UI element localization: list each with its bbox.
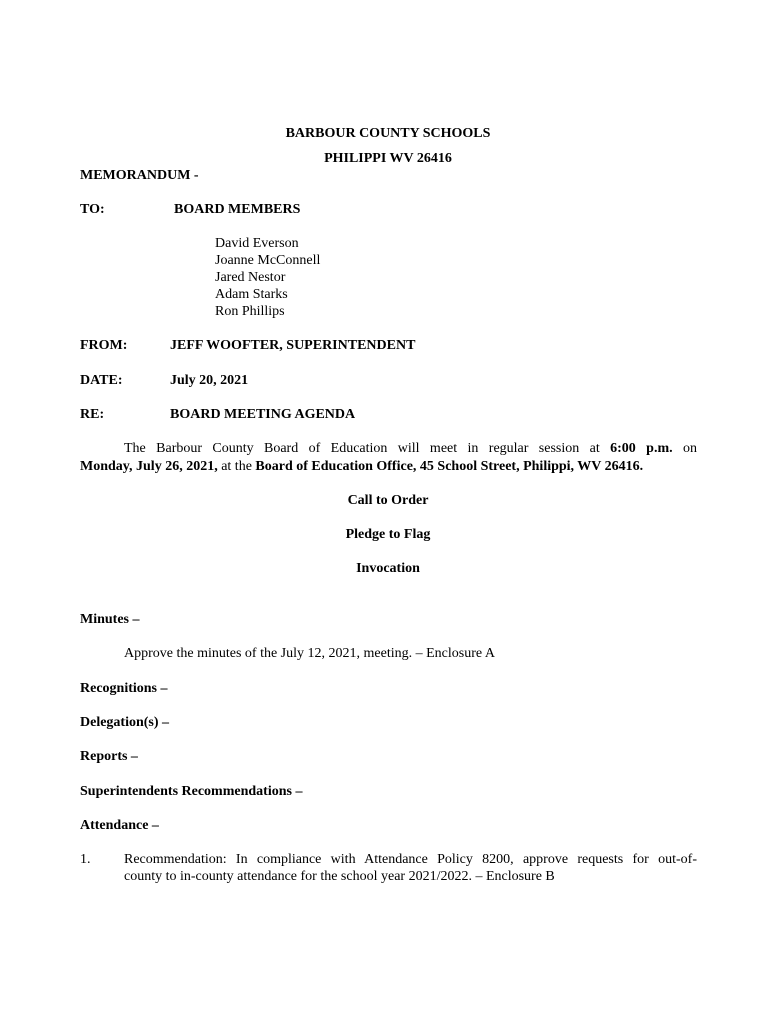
location-heading: PHILIPPI WV 26416 bbox=[324, 151, 452, 166]
intro-text-1: The Barbour County Board of Education will meet in regular session at bbox=[124, 441, 611, 456]
from-value: JEFF WOOFTER, SUPERINTENDENT bbox=[170, 338, 416, 353]
intro-text-2: on bbox=[672, 441, 698, 456]
org-heading: BARBOUR COUNTY SCHOOLS bbox=[285, 126, 491, 141]
meeting-day: Monday, July 26, 2021, bbox=[80, 459, 218, 474]
intro-text-3: at the bbox=[217, 459, 256, 474]
attendance-item-line-1: Recommendation: In compliance with Attendance Policy 8200, approve requests for out-of- bbox=[124, 852, 697, 867]
attendance-item-number: 1. bbox=[80, 852, 91, 867]
reports-heading: Reports – bbox=[80, 749, 138, 764]
meeting-time: 6:00 p.m. bbox=[610, 441, 673, 456]
member-2: Joanne McConnell bbox=[215, 253, 321, 268]
attendance-heading: Attendance – bbox=[80, 818, 159, 833]
attendance-item-line-2: county to in-county attendance for the school year 2021/2022. – Enclosure B bbox=[124, 869, 555, 884]
date-label: DATE: bbox=[80, 373, 123, 388]
superintendents-heading: Superintendents Recommendations – bbox=[80, 784, 303, 799]
recognitions-heading: Recognitions – bbox=[80, 681, 168, 696]
member-5: Ron Phillips bbox=[215, 304, 285, 319]
pledge-to-flag: Pledge to Flag bbox=[345, 527, 431, 542]
to-value: BOARD MEMBERS bbox=[174, 202, 301, 217]
minutes-item: Approve the minutes of the July 12, 2021, meeting. – Enclosure A bbox=[124, 646, 495, 661]
member-1: David Everson bbox=[215, 236, 299, 251]
to-label: TO: bbox=[80, 202, 105, 217]
intro-line-1 bbox=[80, 440, 697, 457]
call-to-order: Call to Order bbox=[347, 493, 429, 508]
intro-line-2 bbox=[80, 458, 697, 475]
re-label: RE: bbox=[80, 407, 105, 422]
from-label: FROM: bbox=[80, 338, 128, 353]
memo-label: MEMORANDUM - bbox=[80, 168, 199, 183]
minutes-heading: Minutes – bbox=[80, 612, 140, 627]
re-value: BOARD MEETING AGENDA bbox=[170, 407, 356, 422]
invocation: Invocation bbox=[356, 561, 420, 576]
member-3: Jared Nestor bbox=[215, 270, 286, 285]
meeting-place: Board of Education Office, 45 School Street, Philippi, WV 26416. bbox=[255, 459, 644, 474]
date-value: July 20, 2021 bbox=[170, 373, 249, 388]
delegations-heading: Delegation(s) – bbox=[80, 715, 170, 730]
member-4: Adam Starks bbox=[215, 287, 288, 302]
